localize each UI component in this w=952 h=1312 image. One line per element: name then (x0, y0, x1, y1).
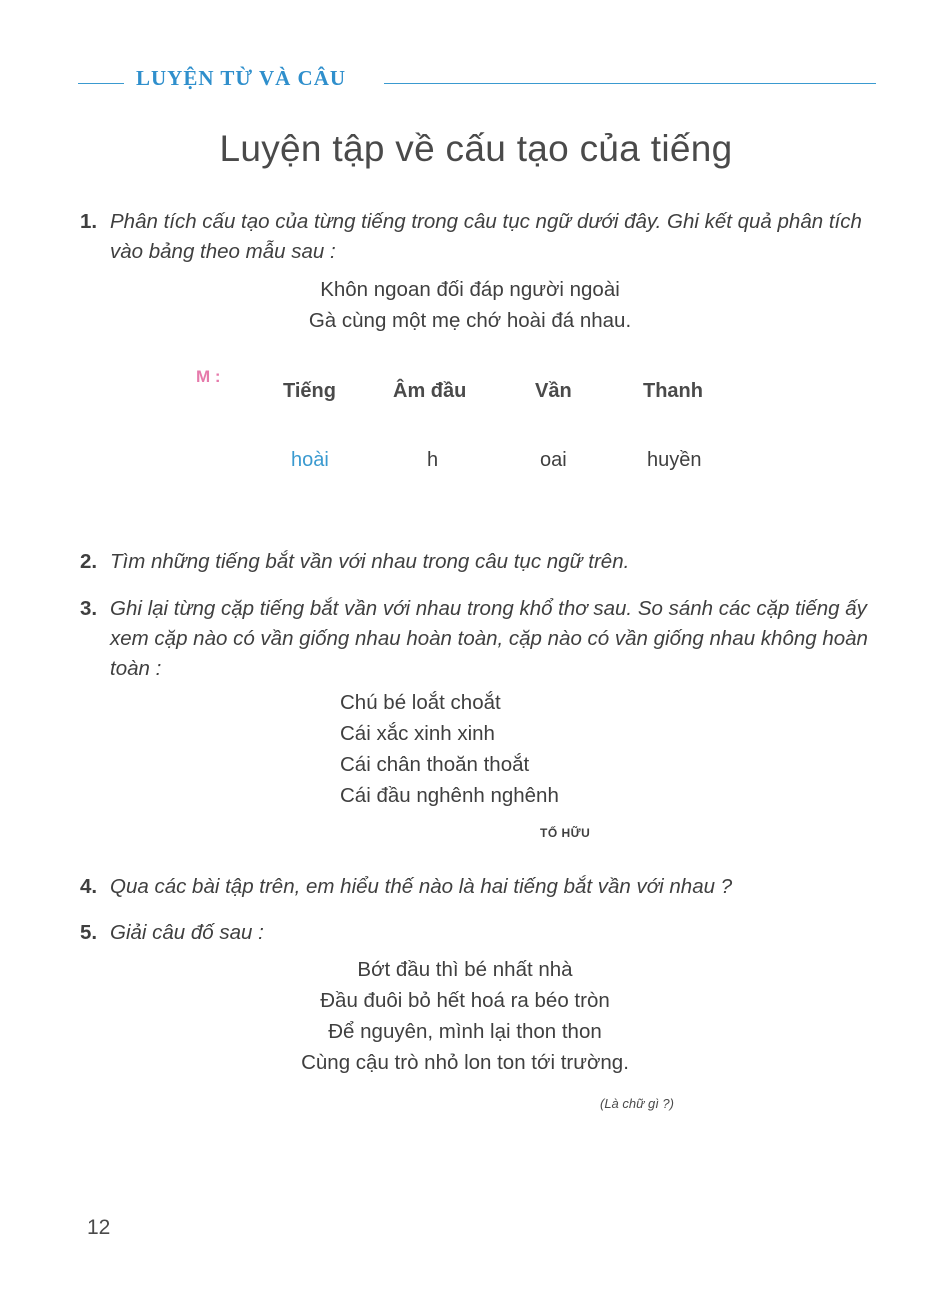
poem-line: Cái xắc xinh xinh (340, 722, 495, 745)
table-cell: h (427, 449, 439, 471)
poem-line: Cái đầu nghênh nghênh (340, 784, 559, 807)
table-header: Âm đầu (393, 380, 467, 402)
riddle-line: Để nguyên, mình lại thon thon (328, 1020, 602, 1043)
exercise-5 (80, 918, 880, 948)
header-rule-right (384, 83, 876, 84)
section-label: LUYỆN TỪ VÀ CÂU (136, 66, 347, 90)
exercise-number: 1. (80, 210, 98, 233)
table-header: Vần (535, 380, 572, 402)
riddle (200, 954, 730, 1078)
exercise-3 (80, 594, 880, 684)
exercise-number: 3. (80, 597, 98, 620)
exercise-1 (80, 207, 880, 267)
table-header: Thanh (643, 380, 703, 402)
poem-line: Chú bé loắt choắt (340, 691, 501, 714)
proverb-line: Khôn ngoan đối đáp người ngoài (320, 278, 620, 301)
table-cell: oai (540, 449, 567, 471)
poem-author: TỐ HỮU (540, 826, 591, 840)
table-cell: hoài (291, 449, 329, 471)
exercise-number: 5. (80, 921, 98, 944)
page-title: Luyện tập về cấu tạo của tiếng (219, 128, 733, 169)
table-header: Tiếng (283, 380, 336, 402)
exercise-text: Qua các bài tập trên, em hiểu thế nào là hai tiếng bắt vần với nhau ? (110, 875, 733, 898)
sample-label: M : (196, 367, 221, 386)
exercise-text: Ghi lại từng cặp tiếng bắt vần với nhau trong khổ thơ sau. So sánh các cặp tiếng ấy xem cặp nào có vần giống nhau hoàn toàn, cặp nào có vần giống nhau không hoàn toàn : (110, 597, 868, 680)
exercise-number: 4. (80, 875, 98, 898)
section-header (78, 62, 876, 94)
exercise-text: Giải câu đố sau : (110, 921, 264, 944)
riddle-line: Bớt đầu thì bé nhất nhà (357, 958, 573, 981)
proverb (250, 274, 690, 336)
page-number: 12 (87, 1216, 111, 1239)
exercise-text: Tìm những tiếng bắt vần với nhau trong câu tục ngữ trên. (110, 550, 630, 573)
table-cell: huyền (647, 449, 702, 471)
proverb-line: Gà cùng một mẹ chớ hoài đá nhau. (308, 309, 632, 332)
exercise-4 (80, 872, 880, 902)
exercise-number: 2. (80, 550, 98, 573)
poem (340, 687, 559, 811)
header-rule-left (78, 83, 124, 84)
exercise-2 (80, 547, 880, 577)
riddle-line: Đầu đuôi bỏ hết hoá ra béo tròn (320, 989, 610, 1012)
riddle-line: Cùng cậu trò nhỏ lon ton tới trường. (301, 1051, 629, 1074)
exercise-text: Phân tích cấu tạo của từng tiếng trong câu tục ngữ dưới đây. Ghi kết quả phân tích vào bảng theo mẫu sau : (110, 210, 862, 263)
riddle-note: (Là chữ gì ?) (600, 1096, 674, 1111)
poem-line: Cái chân thoăn thoắt (340, 753, 530, 776)
